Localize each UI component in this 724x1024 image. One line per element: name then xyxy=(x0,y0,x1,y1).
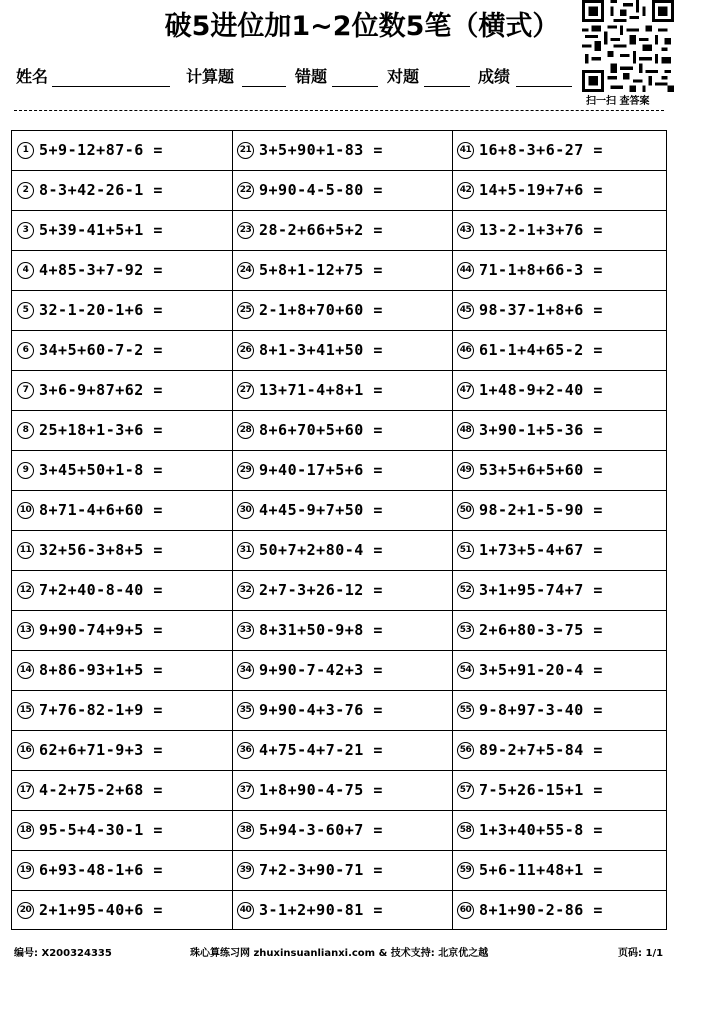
problem-expression: 3+5+90+1-83 = xyxy=(259,141,383,159)
problem-cell[interactable] xyxy=(452,570,670,610)
problem-number: 12 xyxy=(17,582,34,599)
problem-expression: 14+5-19+7+6 = xyxy=(479,181,603,199)
problem-number: 45 xyxy=(457,302,474,319)
problem-cell[interactable] xyxy=(452,410,670,450)
problem-cell[interactable] xyxy=(452,450,670,490)
problem-expression: 8+71-4+6+60 = xyxy=(39,501,163,519)
problem-number: 6 xyxy=(17,342,34,359)
problem-expression: 6+93-48-1+6 = xyxy=(39,861,163,879)
problem-expression: 2+7-3+26-12 = xyxy=(259,581,383,599)
problem-number: 36 xyxy=(237,742,254,759)
problem-cell[interactable] xyxy=(12,650,230,690)
problem-expression: 8+1+90-2-86 = xyxy=(479,901,603,919)
problem-cell[interactable] xyxy=(452,490,670,530)
problem-expression: 5+9-12+87-6 = xyxy=(39,141,163,159)
problem-expression: 1+8+90-4-75 = xyxy=(259,781,383,799)
wrong-label: 错题 xyxy=(295,67,328,86)
problem-expression: 3+90-1+5-36 = xyxy=(479,421,603,439)
problem-expression: 4+45-9+7+50 = xyxy=(259,501,383,519)
problem-cell[interactable] xyxy=(232,850,450,890)
problem-expression: 3+1+95-74+7 = xyxy=(479,581,603,599)
problem-number: 59 xyxy=(457,862,474,879)
problem-number: 32 xyxy=(237,582,254,599)
problem-cell[interactable] xyxy=(452,810,670,850)
problem-expression: 3-1+2+90-81 = xyxy=(259,901,383,919)
problem-number: 41 xyxy=(457,142,474,159)
problem-expression: 5+6-11+48+1 = xyxy=(479,861,603,879)
problem-expression: 62+6+71-9+3 = xyxy=(39,741,163,759)
name-blank[interactable] xyxy=(52,86,170,87)
problem-cell[interactable] xyxy=(12,450,230,490)
problem-cell[interactable] xyxy=(12,690,230,730)
problem-number: 29 xyxy=(237,462,254,479)
problem-expression: 5+39-41+5+1 = xyxy=(39,221,163,239)
problem-cell[interactable] xyxy=(12,330,230,370)
problem-cell[interactable] xyxy=(452,890,670,930)
problem-cell[interactable] xyxy=(232,810,450,850)
problem-number: 37 xyxy=(237,782,254,799)
student-info-row xyxy=(14,64,584,90)
problem-number: 4 xyxy=(17,262,34,279)
problem-number: 15 xyxy=(17,702,34,719)
problem-expression: 95-5+4-30-1 = xyxy=(39,821,163,839)
problem-number: 8 xyxy=(17,422,34,439)
problem-expression: 25+18+1-3+6 = xyxy=(39,421,163,439)
problem-cell[interactable] xyxy=(232,650,450,690)
problem-cell[interactable] xyxy=(12,370,230,410)
problem-cell[interactable] xyxy=(12,890,230,930)
score-label: 成绩 xyxy=(478,67,511,86)
problem-grid xyxy=(11,130,667,930)
problem-cell[interactable] xyxy=(232,250,450,290)
problem-cell[interactable] xyxy=(452,130,670,170)
problem-cell[interactable] xyxy=(12,490,230,530)
problem-number: 34 xyxy=(237,662,254,679)
problem-number: 49 xyxy=(457,462,474,479)
right-label: 对题 xyxy=(387,67,420,86)
problem-number: 47 xyxy=(457,382,474,399)
count-blank[interactable] xyxy=(242,86,286,87)
problem-cell[interactable] xyxy=(232,770,450,810)
problem-expression: 4+85-3+7-92 = xyxy=(39,261,163,279)
divider xyxy=(14,110,664,111)
problem-number: 58 xyxy=(457,822,474,839)
problem-cell[interactable] xyxy=(12,770,230,810)
footer-site: 珠心算练习网 zhuxinsuanlianxi.com & 技术支持: 北京优之越 xyxy=(190,948,489,959)
problem-expression: 7-5+26-15+1 = xyxy=(479,781,603,799)
problem-number: 40 xyxy=(237,902,254,919)
problem-number: 2 xyxy=(17,182,34,199)
problem-number: 55 xyxy=(457,702,474,719)
problem-expression: 50+7+2+80-4 = xyxy=(259,541,383,559)
problem-cell[interactable] xyxy=(12,530,230,570)
problem-number: 48 xyxy=(457,422,474,439)
problem-expression: 89-2+7+5-84 = xyxy=(479,741,603,759)
problem-expression: 9+90-7-42+3 = xyxy=(259,661,383,679)
problem-cell[interactable] xyxy=(232,210,450,250)
problem-cell[interactable] xyxy=(452,770,670,810)
problem-cell[interactable] xyxy=(452,690,670,730)
problem-expression: 34+5+60-7-2 = xyxy=(39,341,163,359)
problem-number: 60 xyxy=(457,902,474,919)
problem-expression: 16+8-3+6-27 = xyxy=(479,141,603,159)
problem-number: 56 xyxy=(457,742,474,759)
problem-number: 17 xyxy=(17,782,34,799)
problem-cell[interactable] xyxy=(232,690,450,730)
problem-expression: 4+75-4+7-21 = xyxy=(259,741,383,759)
problem-cell[interactable] xyxy=(232,730,450,770)
problem-expression: 2+1+95-40+6 = xyxy=(39,901,163,919)
problem-expression: 2+6+80-3-75 = xyxy=(479,621,603,639)
problem-cell[interactable] xyxy=(232,130,450,170)
problem-expression: 32+56-3+8+5 = xyxy=(39,541,163,559)
problem-number: 5 xyxy=(17,302,34,319)
problem-number: 20 xyxy=(17,902,34,919)
wrong-blank[interactable] xyxy=(332,86,378,87)
problem-expression: 9-8+97-3-40 = xyxy=(479,701,603,719)
problem-cell[interactable] xyxy=(12,810,230,850)
problem-cell[interactable] xyxy=(232,610,450,650)
problem-number: 10 xyxy=(17,502,34,519)
problem-cell[interactable] xyxy=(232,290,450,330)
page-title: 破5进位加1~2位数5笔（横式） xyxy=(164,11,560,42)
problem-number: 54 xyxy=(457,662,474,679)
problem-number: 30 xyxy=(237,502,254,519)
problem-number: 26 xyxy=(237,342,254,359)
problem-expression: 9+90-4-5-80 = xyxy=(259,181,383,199)
problem-number: 52 xyxy=(457,582,474,599)
problem-expression: 1+73+5-4+67 = xyxy=(479,541,603,559)
problem-expression: 8+6+70+5+60 = xyxy=(259,421,383,439)
problem-cell[interactable] xyxy=(12,290,230,330)
problem-number: 24 xyxy=(237,262,254,279)
problem-cell[interactable] xyxy=(452,530,670,570)
problem-expression: 8+86-93+1+5 = xyxy=(39,661,163,679)
problem-number: 53 xyxy=(457,622,474,639)
count-label: 计算题 xyxy=(186,67,235,86)
problem-cell[interactable] xyxy=(232,890,450,930)
problem-cell[interactable] xyxy=(452,370,670,410)
problem-number: 43 xyxy=(457,222,474,239)
problem-cell[interactable] xyxy=(12,130,230,170)
problem-cell[interactable] xyxy=(232,450,450,490)
problem-number: 11 xyxy=(17,542,34,559)
problem-expression: 61-1+4+65-2 = xyxy=(479,341,603,359)
problem-number: 42 xyxy=(457,182,474,199)
problem-expression: 8+31+50-9+8 = xyxy=(259,621,383,639)
problem-expression: 8-3+42-26-1 = xyxy=(39,181,163,199)
problem-expression: 1+3+40+55-8 = xyxy=(479,821,603,839)
problem-cell[interactable] xyxy=(452,210,670,250)
problem-number: 38 xyxy=(237,822,254,839)
problem-number: 1 xyxy=(17,142,34,159)
problem-number: 9 xyxy=(17,462,34,479)
qr-caption: 扫一扫 查答案 xyxy=(586,96,650,107)
problem-number: 51 xyxy=(457,542,474,559)
problem-expression: 5+8+1-12+75 = xyxy=(259,261,383,279)
problem-cell[interactable] xyxy=(452,850,670,890)
problem-number: 18 xyxy=(17,822,34,839)
problem-cell[interactable] xyxy=(232,530,450,570)
problem-number: 31 xyxy=(237,542,254,559)
problem-number: 3 xyxy=(17,222,34,239)
footer-code: 编号: X200324335 xyxy=(14,948,112,959)
problem-cell[interactable] xyxy=(232,330,450,370)
problem-expression: 3+5+91-20-4 = xyxy=(479,661,603,679)
problem-number: 25 xyxy=(237,302,254,319)
problem-cell[interactable] xyxy=(232,170,450,210)
problem-expression: 13+71-4+8+1 = xyxy=(259,381,383,399)
problem-number: 27 xyxy=(237,382,254,399)
problem-number: 33 xyxy=(237,622,254,639)
problem-number: 21 xyxy=(237,142,254,159)
problem-cell[interactable] xyxy=(12,410,230,450)
problem-cell[interactable] xyxy=(232,370,450,410)
problem-expression: 9+90-4+3-76 = xyxy=(259,701,383,719)
problem-expression: 7+2+40-8-40 = xyxy=(39,581,163,599)
problem-expression: 4-2+75-2+68 = xyxy=(39,781,163,799)
problem-cell[interactable] xyxy=(12,170,230,210)
problem-expression: 53+5+6+5+60 = xyxy=(479,461,603,479)
problem-cell[interactable] xyxy=(452,730,670,770)
problem-cell[interactable] xyxy=(12,570,230,610)
problem-expression: 2-1+8+70+60 = xyxy=(259,301,383,319)
problem-number: 22 xyxy=(237,182,254,199)
problem-cell[interactable] xyxy=(12,250,230,290)
problem-cell[interactable] xyxy=(232,410,450,450)
problem-cell[interactable] xyxy=(452,290,670,330)
name-label: 姓名 xyxy=(16,67,49,86)
problem-expression: 71-1+8+66-3 = xyxy=(479,261,603,279)
footer-page: 页码: 1/1 xyxy=(618,948,664,959)
problem-expression: 28-2+66+5+2 = xyxy=(259,221,383,239)
problem-expression: 8+1-3+41+50 = xyxy=(259,341,383,359)
problem-number: 7 xyxy=(17,382,34,399)
problem-cell[interactable] xyxy=(232,490,450,530)
problem-expression: 13-2-1+3+76 = xyxy=(479,221,603,239)
problem-cell[interactable] xyxy=(452,330,670,370)
problem-number: 39 xyxy=(237,862,254,879)
problem-cell[interactable] xyxy=(12,850,230,890)
problem-cell[interactable] xyxy=(452,650,670,690)
problem-number: 14 xyxy=(17,662,34,679)
problem-expression: 3+6-9+87+62 = xyxy=(39,381,163,399)
problem-number: 13 xyxy=(17,622,34,639)
problem-cell[interactable] xyxy=(12,210,230,250)
problem-number: 28 xyxy=(237,422,254,439)
problem-expression: 7+2-3+90-71 = xyxy=(259,861,383,879)
problem-number: 19 xyxy=(17,862,34,879)
problem-cell[interactable] xyxy=(452,250,670,290)
problem-number: 44 xyxy=(457,262,474,279)
problem-cell[interactable] xyxy=(12,610,230,650)
problem-number: 35 xyxy=(237,702,254,719)
problem-cell[interactable] xyxy=(452,170,670,210)
problem-expression: 7+76-82-1+9 = xyxy=(39,701,163,719)
problem-cell[interactable] xyxy=(452,610,670,650)
problem-number: 50 xyxy=(457,502,474,519)
score-blank[interactable] xyxy=(516,86,572,87)
problem-expression: 5+94-3-60+7 = xyxy=(259,821,383,839)
problem-number: 46 xyxy=(457,342,474,359)
problem-expression: 9+40-17+5+6 = xyxy=(259,461,383,479)
problem-cell[interactable] xyxy=(12,730,230,770)
problem-expression: 32-1-20-1+6 = xyxy=(39,301,163,319)
problem-cell[interactable] xyxy=(232,570,450,610)
problem-number: 57 xyxy=(457,782,474,799)
qr-code-icon[interactable] xyxy=(582,0,674,92)
right-blank[interactable] xyxy=(424,86,470,87)
problem-number: 16 xyxy=(17,742,34,759)
problem-expression: 3+45+50+1-8 = xyxy=(39,461,163,479)
problem-expression: 98-37-1+8+6 = xyxy=(479,301,603,319)
problem-number: 23 xyxy=(237,222,254,239)
problem-expression: 9+90-74+9+5 = xyxy=(39,621,163,639)
problem-expression: 98-2+1-5-90 = xyxy=(479,501,603,519)
problem-expression: 1+48-9+2-40 = xyxy=(479,381,603,399)
